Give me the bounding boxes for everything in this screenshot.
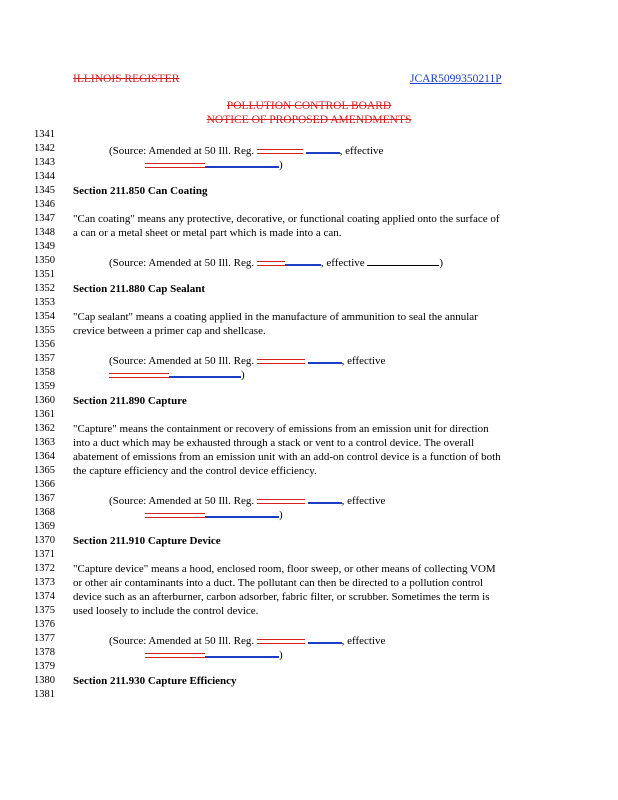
source-effective: , effective	[339, 145, 384, 157]
source-effective: , effective	[341, 495, 386, 507]
source-effective: , effective	[341, 355, 386, 367]
deleted-blank	[145, 647, 205, 658]
board-title: POLLUTION CONTROL BOARD	[226, 100, 392, 112]
line-number: 1361	[34, 409, 55, 420]
line-number: 1368	[34, 507, 55, 518]
source-prefix: (Source: Amended at 50 Ill. Reg.	[109, 257, 255, 269]
section-heading: Section 211.880 Cap Sealant	[73, 283, 206, 295]
definition-text: abatement of emissions from an emission unit with an add-on control device is a function of both	[73, 451, 501, 463]
definition-text: crevice between a primer cap and shellcase.	[73, 325, 266, 337]
deleted-blank	[145, 157, 205, 168]
inserted-blank	[306, 142, 340, 154]
jcar-code: JCAR5099350211P	[410, 73, 502, 85]
line-number: 1348	[34, 227, 55, 238]
line-number: 1355	[34, 325, 55, 336]
inserted-blank	[285, 254, 321, 266]
line-number: 1379	[34, 661, 55, 672]
line-number: 1360	[34, 395, 55, 406]
source-close: )	[241, 369, 245, 381]
source-close: )	[279, 509, 283, 521]
deleted-blank	[257, 143, 303, 154]
source-close: )	[439, 257, 444, 269]
source-effective: , effective	[320, 257, 365, 269]
line-number: 1345	[34, 185, 55, 196]
source-prefix: (Source: Amended at 50 Ill. Reg.	[109, 635, 255, 647]
definition-text: used loosely to include the control device.	[73, 605, 259, 617]
effective-blank	[367, 255, 439, 266]
line-number: 1377	[34, 633, 55, 644]
line-number: 1374	[34, 591, 55, 602]
line-number: 1342	[34, 143, 55, 154]
inserted-blank	[205, 646, 279, 658]
inserted-blank	[308, 352, 342, 364]
definition-text: into a duct which may be exhausted through a stack or vent to a control device. The overall	[73, 437, 475, 449]
inserted-blank	[169, 366, 241, 378]
line-number: 1372	[34, 563, 55, 574]
definition-text: "Can coating" means any protective, decorative, or functional coating applied onto the surface of	[73, 213, 500, 225]
deleted-blank	[257, 353, 305, 364]
line-number: 1364	[34, 451, 55, 462]
line-number: 1354	[34, 311, 55, 322]
line-number: 1353	[34, 297, 55, 308]
definition-text: device such as an afterburner, carbon adsorber, fabric filter, or scrubber. Sometimes the term is	[73, 591, 490, 603]
line-number: 1367	[34, 493, 55, 504]
inserted-blank	[205, 156, 279, 168]
definition-text: "Capture device" means a hood, enclosed room, floor sweep, or other means of collecting VOM	[73, 563, 496, 575]
register-title: ILLINOIS REGISTER	[73, 73, 180, 85]
line-number: 1362	[34, 423, 55, 434]
line-number: 1358	[34, 367, 55, 378]
source-prefix: (Source: Amended at 50 Ill. Reg.	[109, 495, 255, 507]
source-effective: , effective	[341, 635, 386, 647]
line-number: 1359	[34, 381, 55, 392]
line-number: 1373	[34, 577, 55, 588]
definition-text: "Cap sealant" means a coating applied in the manufacture of ammunition to seal the annular	[73, 311, 478, 323]
section-heading: Section 211.930 Capture Efficiency	[73, 675, 237, 687]
line-number: 1341	[34, 129, 55, 140]
line-number: 1365	[34, 465, 55, 476]
deleted-blank	[145, 507, 205, 518]
source-prefix: (Source: Amended at 50 Ill. Reg.	[109, 145, 255, 157]
line-number: 1350	[34, 255, 55, 266]
section-heading: Section 211.890 Capture	[73, 395, 187, 407]
line-number: 1380	[34, 675, 55, 686]
line-number: 1343	[34, 157, 55, 168]
definition-text: "Capture" means the containment or recovery of emissions from an emission unit for direction	[73, 423, 489, 435]
section-heading: Section 211.850 Can Coating	[73, 185, 208, 197]
definition-text: or other air contaminants into a duct. The pollutant can then be directed to a pollution control	[73, 577, 484, 589]
deleted-blank	[257, 493, 305, 504]
deleted-blank	[257, 633, 305, 644]
line-number: 1378	[34, 647, 55, 658]
inserted-blank	[308, 632, 342, 644]
source-prefix: (Source: Amended at 50 Ill. Reg.	[109, 355, 255, 367]
line-number: 1356	[34, 339, 55, 350]
source-close: )	[279, 649, 283, 661]
deleted-blank	[257, 255, 285, 266]
section-heading: Section 211.910 Capture Device	[73, 535, 221, 547]
inserted-blank	[205, 506, 279, 518]
line-number: 1352	[34, 283, 55, 294]
line-number: 1344	[34, 171, 55, 182]
line-number: 1349	[34, 241, 55, 252]
line-number: 1347	[34, 213, 55, 224]
definition-text: a can or a metal sheet or metal part which is made into a can.	[73, 227, 342, 239]
line-number: 1381	[34, 689, 55, 700]
deleted-blank	[109, 367, 169, 378]
line-number: 1369	[34, 521, 55, 532]
inserted-blank	[308, 492, 342, 504]
source-close: )	[279, 159, 283, 171]
line-number: 1363	[34, 437, 55, 448]
definition-text: the capture efficiency and the control device efficiency.	[73, 465, 317, 477]
line-number: 1351	[34, 269, 55, 280]
line-number: 1346	[34, 199, 55, 210]
line-number: 1371	[34, 549, 55, 560]
line-number: 1376	[34, 619, 55, 630]
line-number: 1366	[34, 479, 55, 490]
line-number: 1370	[34, 535, 55, 546]
notice-title: NOTICE OF PROPOSED AMENDMENTS	[206, 114, 412, 126]
line-number: 1357	[34, 353, 55, 364]
line-number: 1375	[34, 605, 55, 616]
